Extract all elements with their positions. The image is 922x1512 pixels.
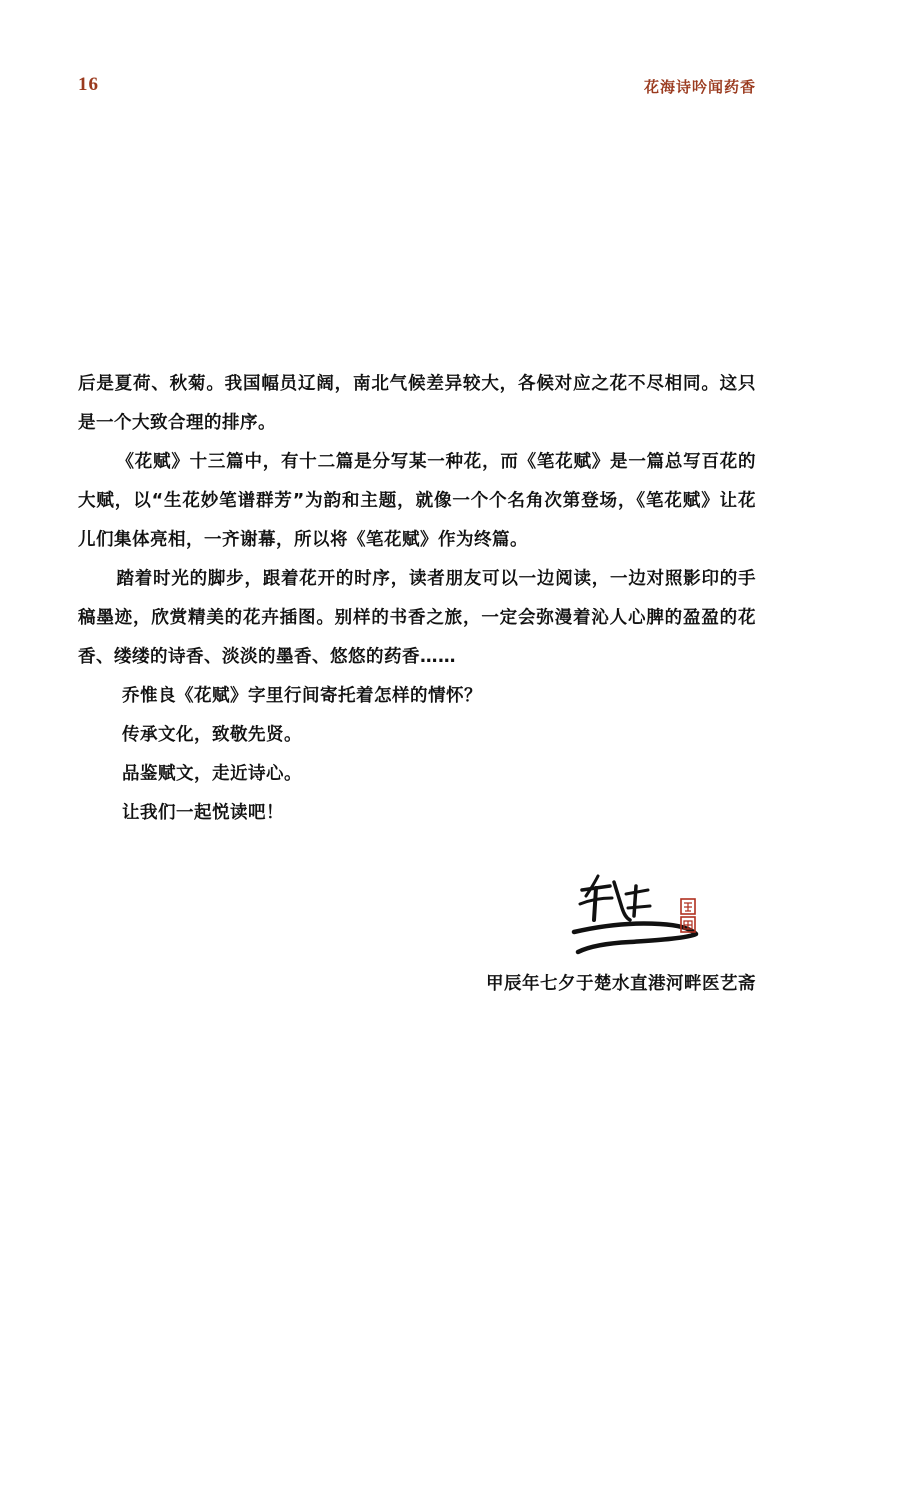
- line-question: 乔惟良《花赋》字里行间寄托着怎样的情怀？: [122, 686, 482, 706]
- paragraph-2: 《花赋》十三篇中，有十二篇是分写某一种花，而《笔花赋》是一篇总写百花的大赋，以“生花妙笔谱群芳”为韵和主题，就像一个个名角次第登场，《笔花赋》让花儿们集体亮相，一齐谢幕，所以将《笔花赋》作为终篇。: [78, 452, 756, 550]
- seal-stamp-icon: [680, 898, 696, 934]
- running-title: 花海诗吟闻药香: [643, 78, 756, 96]
- line-inherit: 传承文化，致敬先贤。: [122, 725, 302, 745]
- paragraph-1: 后是夏荷、秋菊。我国幅员辽阔，南北气候差异较大，各候对应之花不尽相同。这只是一个大致合理的排序。: [78, 374, 756, 433]
- line-appreciate: 品鉴赋文，走近诗心。: [122, 764, 302, 784]
- dateline: 甲辰年七夕于楚水直港河畔医艺斋: [486, 974, 756, 994]
- paragraph-3: 踏着时光的脚步，跟着花开的时序，读者朋友可以一边阅读，一边对照影印的手稿墨迹，欣赏精美的花卉插图。别样的书香之旅，一定会弥漫着沁人心脾的盈盈的花香、缕缕的诗香、淡淡的墨香、悠悠的药香……: [78, 569, 756, 667]
- line-read: 让我们一起悦读吧！: [122, 803, 284, 823]
- page-number: 16: [78, 74, 99, 95]
- body-text: [78, 365, 756, 833]
